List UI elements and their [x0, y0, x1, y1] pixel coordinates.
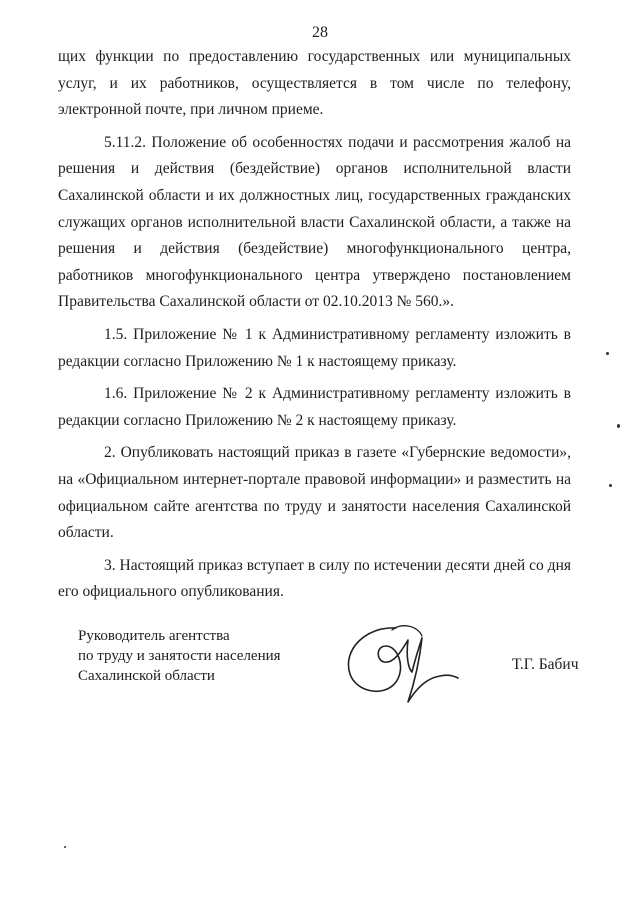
signatory-title	[78, 626, 281, 686]
scan-speck	[64, 846, 66, 848]
signatory-name: Т.Г. Бабич	[512, 656, 579, 673]
paragraph-continuation: щих функции по предоставлению государственных или муниципальных услуг, и их работников, осуществляется в том числе по телефону, электронной почте, при личном приеме.	[58, 48, 571, 119]
signatory-title-line1: Руководитель агентства	[78, 628, 230, 644]
document-body	[58, 44, 571, 606]
scan-speck	[609, 484, 612, 487]
paragraph-1-5: 1.5. Приложение № 1 к Административному регламенту изложить в редакции согласно Приложению № 1 к настоящему приказу.	[58, 325, 571, 370]
scan-speck	[617, 424, 620, 428]
paragraph-3-effective: 3. Настоящий приказ вступает в силу по истечении десяти дней со дня его официального опубликования.	[58, 556, 571, 601]
scan-speck	[606, 352, 609, 355]
signatory-title-line2: по труду и занятости населения	[78, 648, 281, 664]
handwritten-signature	[336, 616, 476, 712]
paragraph-2-publish: 2. Опубликовать настоящий приказ в газете «Губернские ведомости», на «Официальном интернет-портале правовой информации» и разместить на официальном сайте агентства по труду и занятости населения Сахалинской области.	[58, 444, 571, 542]
paragraph-5-11-2: 5.11.2. Положение об особенностях подачи и рассмотрения жалоб на решения и действия (бездействие) органов исполнительной власти Сахалинской области и их должностных лиц, государственных гражданских служащих органов исполнительной власти Сахалинской области, а также на решения и действия (бездействие) многофункционального центра, работников многофункционального центра утверждено постановлением Правительства Сахалинской области от 02.10.2013 № 560.».	[58, 133, 571, 311]
paragraph-1-6: 1.6. Приложение № 2 к Административному регламенту изложить в редакции согласно Приложению № 2 к настоящему приказу.	[58, 385, 571, 429]
signatory-title-line3: Сахалинской области	[78, 668, 215, 684]
page-number: 28	[312, 24, 328, 41]
